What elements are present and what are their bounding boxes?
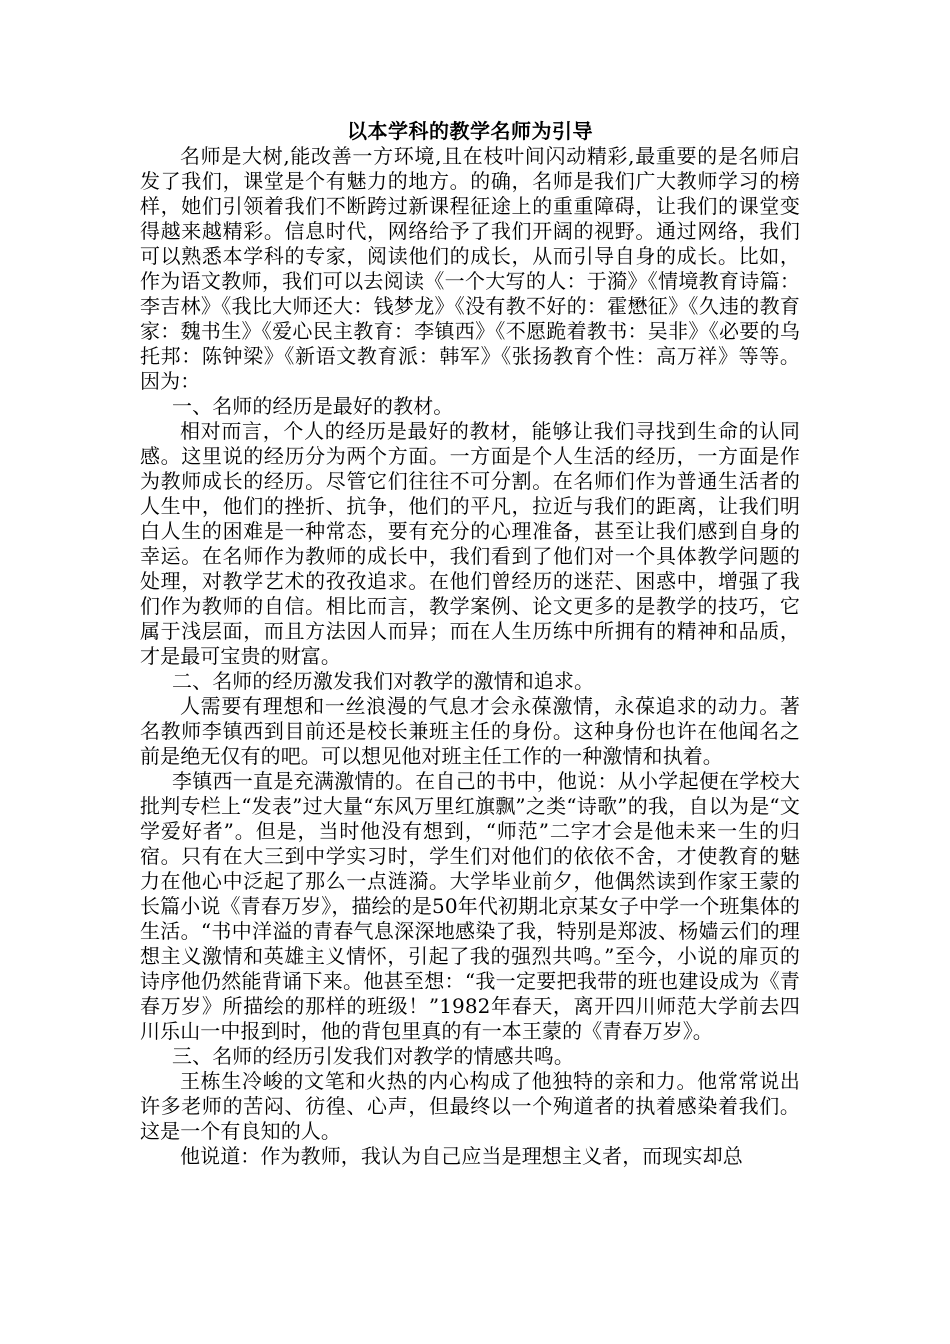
body-paragraph: 人需要有理想和一丝浪漫的气息才会永葆激情，永葆追求的动力。著名教师李镇西到目前还是校长兼班主任的身份。这种身份也许在他闻名之前是绝无仅有的吧。可以想见他对班主任工作的一种激情和执着。 xyxy=(140,694,800,768)
section-heading-1: 一、名师的经历是最好的教材。 xyxy=(172,394,454,418)
body-paragraph: 李镇西一直是充满激情的。在自己的书中，他说：从小学起便在学校大批判专栏上“发表”过大量“东风万里红旗飘”之类“诗歌”的我，自以为是“文学爱好者”。但是，当时他没有想到，“师范”二字才会是他未来一生的归宿。只有在大三到中学实习时，学生们对他们的依依不舍，才使教育的魅力在他心中泛起了那么一点涟漪。大学毕业前夕，他偶然读到作家王蒙的长篇小说《青春万岁》，描绘的是50年代初期北京某女子中学一个班集体的生活。“书中洋溢的青春气息深深地感染了我，特别是郑波、杨嫱云们的理想主义激情和英雄主义情怀，引起了我的强烈共鸣。”至今，小说的扉页的诗序他仍然能背诵下来。他甚至想：“我一定要把我带的班也建设成为《青春万岁》所描绘的那样的班级！”1982年春天，离开四川师范大学前去四川乐山一中报到时，他的背包里真的有一本王蒙的《青春万岁》。 xyxy=(140,769,800,1043)
intro-paragraph: 名师是大树,能改善一方环境,且在枝叶间闪动精彩,最重要的是名师启发了我们，课堂是个有魅力的地方。的确，名师是我们广大教师学习的榜样，她们引领着我们不断跨过新课程征途上的重重障碍，让我们的课堂变得越来越精彩。信息时代，网络给予了我们开阔的视野。通过网络，我们可以熟悉本学科的专家，阅读他们的成长，从而引导自身的成长。比如，作为语文教师，我们可以去阅读《一个大写的人：于漪》《情境教育诗篇：李吉林》《我比大师还大：钱梦龙》《没有教不好的：霍懋征》《久违的教育家：魏书生》《爱心民主教育：李镇西》《不愿跪着教书：吴非》《必要的乌托邦：陈钟梁》《新语文教育派：韩军》《张扬教育个性：高万祥》等等。因为： xyxy=(140,144,800,393)
section-heading-3: 三、名师的经历引发我们对教学的情感共鸣。 xyxy=(172,1044,574,1068)
body-paragraph: 王栋生冷峻的文笔和火热的内心构成了他独特的亲和力。他常常说出许多老师的苦闷、彷徨、心声，但最终以一个殉道者的执着感染着我们。这是一个有良知的人。 xyxy=(140,1069,800,1143)
page-title: 以本学科的教学名师为引导 xyxy=(347,119,593,143)
body-paragraph: 他说道：作为教师，我认为自己应当是理想主义者，而现实却总 xyxy=(180,1144,743,1168)
document-body xyxy=(140,118,800,1169)
body-paragraph: 相对而言，个人的经历是最好的教材，能够让我们寻找到生命的认同感。这里说的经历分为两个方面。一方面是个人生活的经历，一方面是作为教师成长的经历。尽管它们往往不可分割。在名师们作为普通生活者的人生中，他们的挫折、抗争，他们的平凡，拉近与我们的距离，让我们明白人生的困难是一种常态，要有充分的心理准备，甚至让我们感到自身的幸运。在名师作为教师的成长中，我们看到了他们对一个具体教学问题的处理，对教学艺术的孜孜追求。在他们曾经历的迷茫、困惑中，增强了我们作为教师的自信。相比而言，教学案例、论文更多的是教学的技巧，它属于浅层面，而且方法因人而异；而在人生历练中所拥有的精神和品质，才是最可宝贵的财富。 xyxy=(140,419,800,668)
section-heading-2: 二、名师的经历激发我们对教学的激情和追求。 xyxy=(172,669,595,693)
